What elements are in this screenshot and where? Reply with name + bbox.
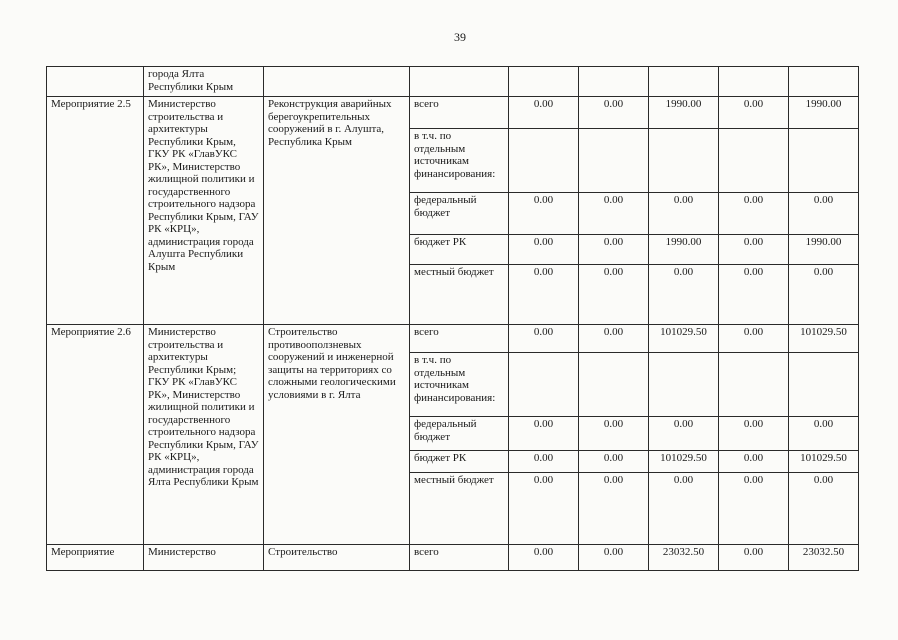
value-cell: 101029.50 [789, 325, 859, 353]
value-cell: 0.00 [579, 235, 649, 265]
value-cell [579, 67, 649, 97]
executor-cell: Министерство строительства и архитектуры Республики Крым, ГКУ РК «ГлавУКС РК», Министерство жилищной политики и государственного строительного надзора Республики Крым, ГАУ РК «КРЦ», администрация города Алушта Республики Крым [144, 97, 264, 325]
value-cell: 23032.50 [789, 545, 859, 571]
value-cell: 0.00 [719, 473, 789, 545]
measure-label-cell: Мероприятие 2.5 [47, 97, 144, 325]
value-cell: 0.00 [509, 265, 579, 325]
measure-label-cell [47, 67, 144, 97]
measure-label-cell: Мероприятие [47, 545, 144, 571]
value-cell: 0.00 [509, 473, 579, 545]
value-cell: 0.00 [649, 193, 719, 235]
executor-cell: Министерство [144, 545, 264, 571]
value-cell: 0.00 [649, 265, 719, 325]
financing-table [46, 66, 859, 571]
value-cell: 0.00 [719, 97, 789, 129]
value-cell: 0.00 [509, 235, 579, 265]
value-cell [789, 67, 859, 97]
value-cell: 101029.50 [649, 451, 719, 473]
value-cell: 0.00 [719, 265, 789, 325]
value-cell: 0.00 [509, 417, 579, 451]
value-cell [579, 353, 649, 417]
value-cell: 0.00 [509, 97, 579, 129]
table-row [47, 67, 859, 97]
value-cell: 23032.50 [649, 545, 719, 571]
value-cell: 0.00 [719, 545, 789, 571]
value-cell: 0.00 [649, 417, 719, 451]
value-cell [719, 67, 789, 97]
value-cell: 0.00 [509, 545, 579, 571]
value-cell: 0.00 [509, 451, 579, 473]
value-cell: 0.00 [579, 97, 649, 129]
measure-name-cell: Строительство противооползневых сооружений и инженерной защиты на территориях со сложными геологическими условиями в г. Ялта [264, 325, 410, 545]
value-cell: 1990.00 [649, 235, 719, 265]
executor-cell: города Ялта Республики Крым [144, 67, 264, 97]
value-cell: 0.00 [789, 473, 859, 545]
source-cell: всего [410, 325, 509, 353]
value-cell [509, 67, 579, 97]
source-cell: бюджет РК [410, 451, 509, 473]
value-cell: 0.00 [719, 235, 789, 265]
value-cell [719, 129, 789, 193]
value-cell: 0.00 [579, 417, 649, 451]
value-cell: 0.00 [789, 265, 859, 325]
value-cell: 0.00 [719, 193, 789, 235]
value-cell: 1990.00 [789, 97, 859, 129]
source-cell: в т.ч. по отдельным источникам финансирования: [410, 129, 509, 193]
source-cell: всего [410, 97, 509, 129]
value-cell: 0.00 [509, 193, 579, 235]
value-cell: 0.00 [509, 325, 579, 353]
source-cell: местный бюджет [410, 473, 509, 545]
source-cell [410, 67, 509, 97]
value-cell: 0.00 [579, 265, 649, 325]
value-cell [789, 129, 859, 193]
source-cell: федеральный бюджет [410, 417, 509, 451]
measure-name-cell: Реконструкция аварийных берегоукрепительных сооружений в г. Алушта, Республика Крым [264, 97, 410, 325]
source-cell: в т.ч. по отдельным источникам финансирования: [410, 353, 509, 417]
table-row [47, 325, 859, 353]
value-cell: 1990.00 [789, 235, 859, 265]
page-number: 39 [454, 30, 466, 44]
table-row [47, 97, 859, 129]
measure-name-cell [264, 67, 410, 97]
value-cell: 0.00 [719, 325, 789, 353]
value-cell: 101029.50 [649, 325, 719, 353]
value-cell: 0.00 [579, 451, 649, 473]
value-cell [649, 353, 719, 417]
executor-cell: Министерство строительства и архитектуры Республики Крым; ГКУ РК «ГлавУКС РК», Министерство жилищной политики и государственного строительного надзора Республики Крым, ГАУ РК «КРЦ», администрация города Ялта Республики Крым [144, 325, 264, 545]
value-cell: 0.00 [719, 417, 789, 451]
value-cell: 0.00 [579, 473, 649, 545]
value-cell: 0.00 [649, 473, 719, 545]
value-cell: 0.00 [579, 545, 649, 571]
value-cell: 101029.50 [789, 451, 859, 473]
source-cell: федеральный бюджет [410, 193, 509, 235]
value-cell: 0.00 [789, 193, 859, 235]
value-cell: 0.00 [579, 325, 649, 353]
value-cell [719, 353, 789, 417]
value-cell [649, 67, 719, 97]
value-cell: 1990.00 [649, 97, 719, 129]
value-cell [649, 129, 719, 193]
value-cell: 0.00 [789, 417, 859, 451]
source-cell: всего [410, 545, 509, 571]
source-cell: местный бюджет [410, 265, 509, 325]
value-cell [509, 129, 579, 193]
source-cell: бюджет РК [410, 235, 509, 265]
value-cell [789, 353, 859, 417]
table-row [47, 545, 859, 571]
value-cell: 0.00 [579, 193, 649, 235]
value-cell: 0.00 [719, 451, 789, 473]
measure-name-cell: Строительство [264, 545, 410, 571]
value-cell [579, 129, 649, 193]
measure-label-cell: Мероприятие 2.6 [47, 325, 144, 545]
value-cell [509, 353, 579, 417]
